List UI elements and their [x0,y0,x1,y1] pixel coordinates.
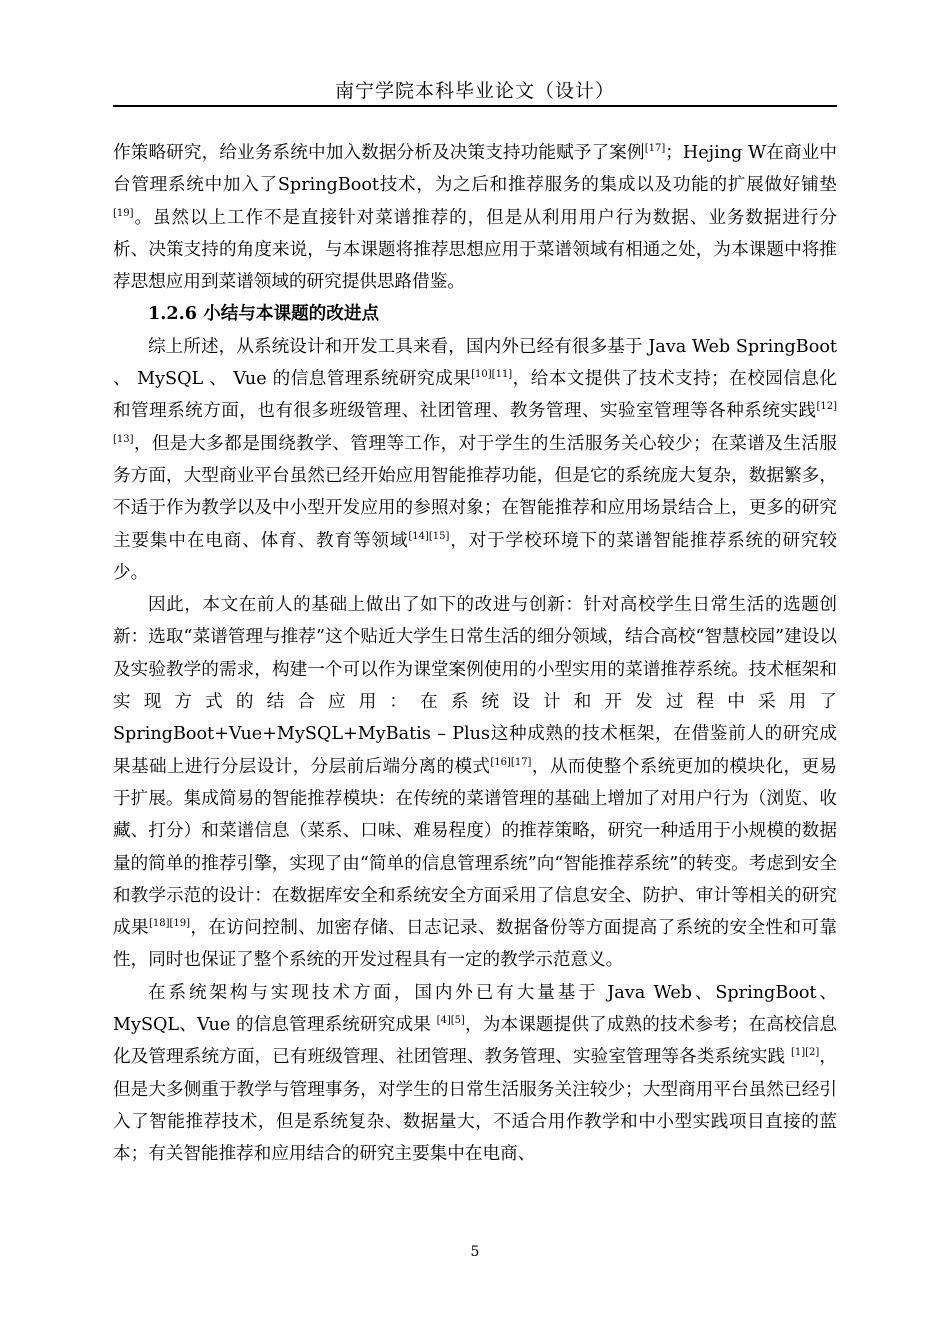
body-text [113,137,837,1171]
citation-reference: [12][13] [113,401,837,445]
text-segment: 因此，本文在前人的基础上做出了如下的改进与创新：针对高校学生日常生活的选题创新：选取“菜谱管理与推荐”这个贴近大学生日常生活的细分领域，结合高校“智慧校园”建设以及实验教学的需求，构建一个可以作为课堂案例使用的小型实用的菜谱推荐系统。技术框架和实现方式的结合应用：在系统设计和开发过程中采用了SpringBoot+Vue+MySQL+MyBatis – Plus这种成熟的技术框架，在借鉴前人的研究成果基础上进行分层设计，分层前后端分离的模式 [113,595,837,777]
text-segment: 。虽然以上工作不是直接针对菜谱推荐的，但是从利用用户行为数据、业务数据进行分析、决策支持的角度来说，与本课题将推荐思想应用于菜谱领域有相通之处，为本课题中将推荐思想应用到菜谱领域的研究提供思路借鉴。 [113,207,837,293]
text-segment: 在系统架构与实现技术方面，国内外已有大量基于 Java Web、SpringBoot、MySQL、Vue 的信息管理系统研究成果 [113,982,837,1036]
running-header-title: 南宁学院本科毕业论文（设计） [334,80,615,102]
text-segment: ，对于学校环境下的菜谱智能推荐系统的研究较少。 [113,530,837,583]
citation-reference: [17] [644,143,666,155]
text-segment: 综上所述，从系统设计和开发工具来看，国内外已经有很多基于 Java Web SpringBoot 、 MySQL 、 Vue 的信息管理系统研究成果 [113,336,837,390]
text-segment: ，在访问控制、加密存储、日志记录、数据备份等方面提高了系统的安全性和可靠性，同时也保证了整个系统的开发过程具有一定的教学示范意义。 [113,918,837,971]
text-segment: ，但是大多都是围绕教学、管理等工作，对于学生的生活服务关心较少；在菜谱及生活服务方面，大型商业平台虽然已经开始应用智能推荐功能，但是它的系统庞大复杂，数据繁多，不适于作为教学以及中小型开发应用的参照对象；在智能推荐和应用场景结合上，更多的研究主要集中在电商、体育、教育等领域 [113,433,837,551]
text-segment: ，给本文提供了技术支持；在校园信息化和管理系统方面，也有很多班级管理、社团管理、教务管理、实验室管理等各种系统实践 [113,369,837,422]
text-segment: ，从而使整个系统更加的模块化，更易于扩展。集成简易的智能推荐模块：在传统的菜谱管理的基础上增加了对用户行为（浏览、收藏、打分）和菜谱信息（菜系、口味、难易程度）的推荐策略，研究一种适用于小规模的数据量的简单的推荐引擎，实现了由“简单的信息管理系统”向“智能推荐系统”的转变。考虑到安全和教学示范的设计：在数据库安全和系统安全方面采用了信息安全、防护、审计等相关的研究成果 [113,756,837,939]
text-segment: ，但是大多侧重于教学与管理事务，对学生的日常生活服务关注较少；大型商用平台虽然已经引入了智能推荐技术，但是系统复杂、数据量大，不适合用作教学和中小型实践项目直接的蓝本；有关智能推荐和应用结合的研究主要集中在电商、 [113,1047,837,1165]
citation-reference: [10][11] [471,369,513,381]
citation-reference: [16][17] [490,756,532,768]
citation-reference: [14][15] [408,530,450,542]
header-divider [113,105,837,107]
section-heading [113,298,837,330]
text-segment: ；Hejing W在商业中台管理系统中加入了SpringBoot技术，为之后和推荐服务的集成以及功能的扩展做好铺垫 [113,143,837,196]
text-segment: 1.2.6 小结与本课题的改进点 [148,303,380,325]
body-paragraph [113,589,837,977]
text-segment: 作策略研究，给业务系统中加入数据分析及决策支持功能赋予了案例 [113,143,645,163]
page-number: 5 [470,1244,480,1260]
body-paragraph [113,331,837,589]
body-paragraph [113,137,837,298]
citation-reference: [18][19] [148,918,191,930]
citation-reference: [4][5] [436,1015,465,1027]
citation-reference: [19] [113,207,134,219]
text-segment: ，为本课题提供了成熟的技术参考；在高校信息化及管理系统方面，已有班级管理、社团管理、教务管理、实验室管理等各类系统实践 [113,1015,837,1068]
body-paragraph [113,977,837,1171]
citation-reference: [1][2] [790,1047,820,1059]
